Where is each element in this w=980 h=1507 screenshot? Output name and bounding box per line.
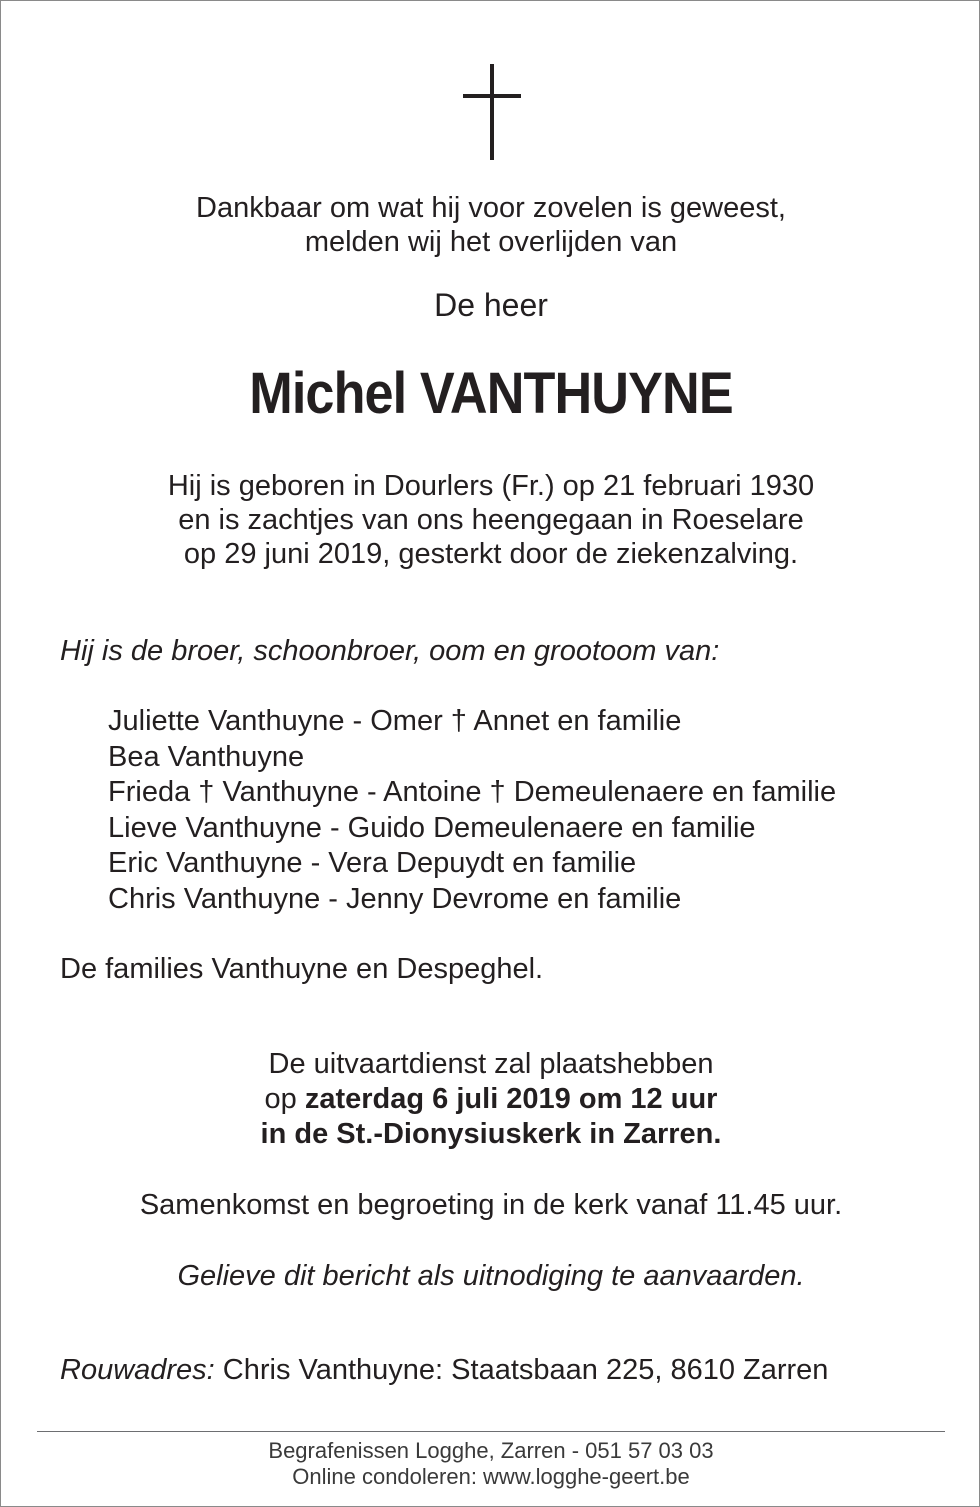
intro-line-1: Dankbaar om wat hij voor zovelen is geweest, — [196, 192, 786, 224]
birth-line-1: Hij is geboren in Dourlers (Fr.) op 21 februari 1930 — [167, 470, 815, 502]
family-list-item: Bea Vanthuyne — [108, 740, 305, 773]
address-label: Rouwadres: — [60, 1354, 215, 1386]
birth-line-2: en is zachtjes van ons heengegaan in Roeselare — [178, 504, 804, 536]
families-text: De families Vanthuyne en Despeghel. — [60, 953, 544, 985]
service-line-2 — [1, 1082, 980, 1117]
honorific-title: De heer — [434, 287, 548, 323]
invitation-text: Gelieve dit bericht als uitnodiging te aanvaarden. — [177, 1260, 805, 1292]
birth-line-3: op 29 juni 2019, gesterkt door de ziekenzalving. — [183, 538, 799, 570]
deceased-name: Michel VANTHUYNE — [249, 361, 733, 426]
family-list-item: Juliette Vanthuyne - Omer † Annet en familie — [108, 705, 682, 737]
relation-heading: Hij is de broer, schoonbroer, oom en grootoom van: — [60, 635, 720, 667]
footer-divider — [37, 1431, 945, 1432]
family-list-item: Eric Vanthuyne - Vera Depuydt en familie — [108, 847, 637, 879]
service-location: in de St.-Dionysiuskerk in Zarren. — [260, 1118, 722, 1150]
address-value: Chris Vanthuyne: Staatsbaan 225, 8610 Zarren — [214, 1354, 829, 1386]
funeral-service — [1, 1047, 980, 1152]
mourning-address — [60, 1353, 828, 1387]
family-list-item: Lieve Vanthuyne - Guido Demeulenaere en familie — [108, 811, 756, 844]
service-prefix: op — [264, 1083, 305, 1115]
family-list — [108, 704, 836, 917]
footer — [1, 1438, 980, 1490]
footer-funeral-home: Begrafenissen Logghe, Zarren - 051 57 03 03 — [268, 1438, 714, 1463]
intro-text — [1, 191, 980, 259]
service-line-3 — [1, 1117, 980, 1152]
gathering-text: Samenkomst en begroeting in de kerk vanaf 11.45 uur. — [139, 1189, 843, 1221]
cross-icon — [463, 64, 521, 160]
family-list-item: Chris Vanthuyne - Jenny Devrome en familie — [108, 882, 682, 915]
footer-condolences: Online condoleren: www.logghe-geert.be — [292, 1464, 690, 1489]
family-list-item: Frieda † Vanthuyne - Antoine † Demeulenaere en familie — [108, 776, 837, 808]
service-line-1: De uitvaartdienst zal plaatshebben — [268, 1048, 714, 1080]
birth-death-text — [1, 469, 980, 571]
service-date: zaterdag 6 juli 2019 om 12 uur — [304, 1083, 718, 1115]
intro-line-2: melden wij het overlijden van — [304, 226, 678, 258]
